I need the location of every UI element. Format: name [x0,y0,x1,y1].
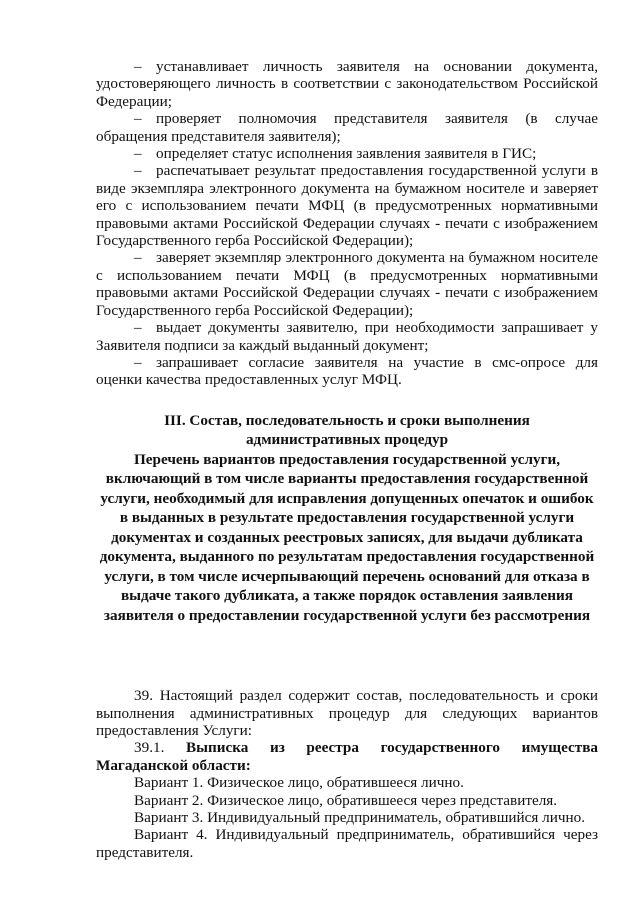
variant-1: Вариант 1. Физическое лицо, обратившееся лично. [134,774,464,792]
section-title: III. Состав, последовательность и сроки выполнения административных процедур [164,411,530,449]
variant-2: Вариант 2. Физическое лицо, обратившееся через представителя. [134,791,558,809]
bullet-item-sms-survey: – запрашивает согласие заявителя на участие в смс-опросе для оценки качества предоставленных услуг МФЦ. [96,353,598,389]
dash-marker: – [134,110,142,128]
bullet-item-certify: – заверяет экземпляр электронного документа на бумажном носителе с использованием печати МФЦ (в предусмотренных нормативными правовыми актами Российской Федерации случаях - печати с изображением Государственного герба Российской Федерации); [96,249,598,319]
bullet-item-status: – определяет статус исполнения заявления заявителя в ГИС; [134,145,537,163]
dash-marker: – [134,145,142,163]
bullet-list [96,58,598,389]
paragraph-39-1-title: Выписка из реестра государственного имущества Магаданской области: [96,739,598,774]
dash-marker: – [134,58,142,75]
bullet-item-print-result: – распечатывает результат предоставления государственной услуги в виде экземпляра электронного документа на бумажном носителе и заверяет его с использованием печати МФЦ (в предусмотренных нормативными правовыми актами Российской Федерации случаях - печати с изображением Государственного герба Российской Федерации); [96,162,598,250]
bullet-item-identity: – устанавливает личность заявителя на основании документа, удостоверяющего личность в соответствии с законодательством Российской Федерации; [96,58,598,110]
paragraph-39-1-number: 39.1. [134,739,165,757]
paragraph-39: 39. Настоящий раздел содержит состав, последовательность и сроки выполнения административных процедур для следующих вариантов предоставления Услуги: [96,687,598,740]
dash-marker: – [134,162,142,180]
paragraph-39-1 [96,739,598,774]
bullet-item-issue-documents: – выдает документы заявителю, при необходимости запрашивает у Заявителя подписи за каждый выданный документ; [96,319,598,354]
section-subtitle: Перечень вариантов предоставления государственной услуги, включающий в том числе варианты предоставления государственной услуги, необходимый для исправления допущенных опечаток и ошибок в выданных в результате предоставления государственной услуги документах и созданных реестровых записях, для выдачи дубликата документа, выданного по результатам предоставления государственной услуги, в том числе исчерпывающий перечень оснований для отказа в выдаче такого дубликата, а также порядок оставления заявления заявителя о предоставлении государственной услуги без рассмотрения [99,450,595,624]
bullet-item-authority: – проверяет полномочия представителя заявителя (в случае обращения представителя заявителя); [96,110,598,145]
dash-marker: – [134,249,142,267]
dash-marker: – [134,319,142,337]
dash-marker: – [134,353,142,371]
document-page [96,58,598,861]
variant-4: Вариант 4. Индивидуальный предприниматель, обратившийся через представителя. [96,826,598,861]
variant-3: Вариант 3. Индивидуальный предприниматель, обратившийся лично. [134,809,586,827]
blank-space [96,625,598,687]
